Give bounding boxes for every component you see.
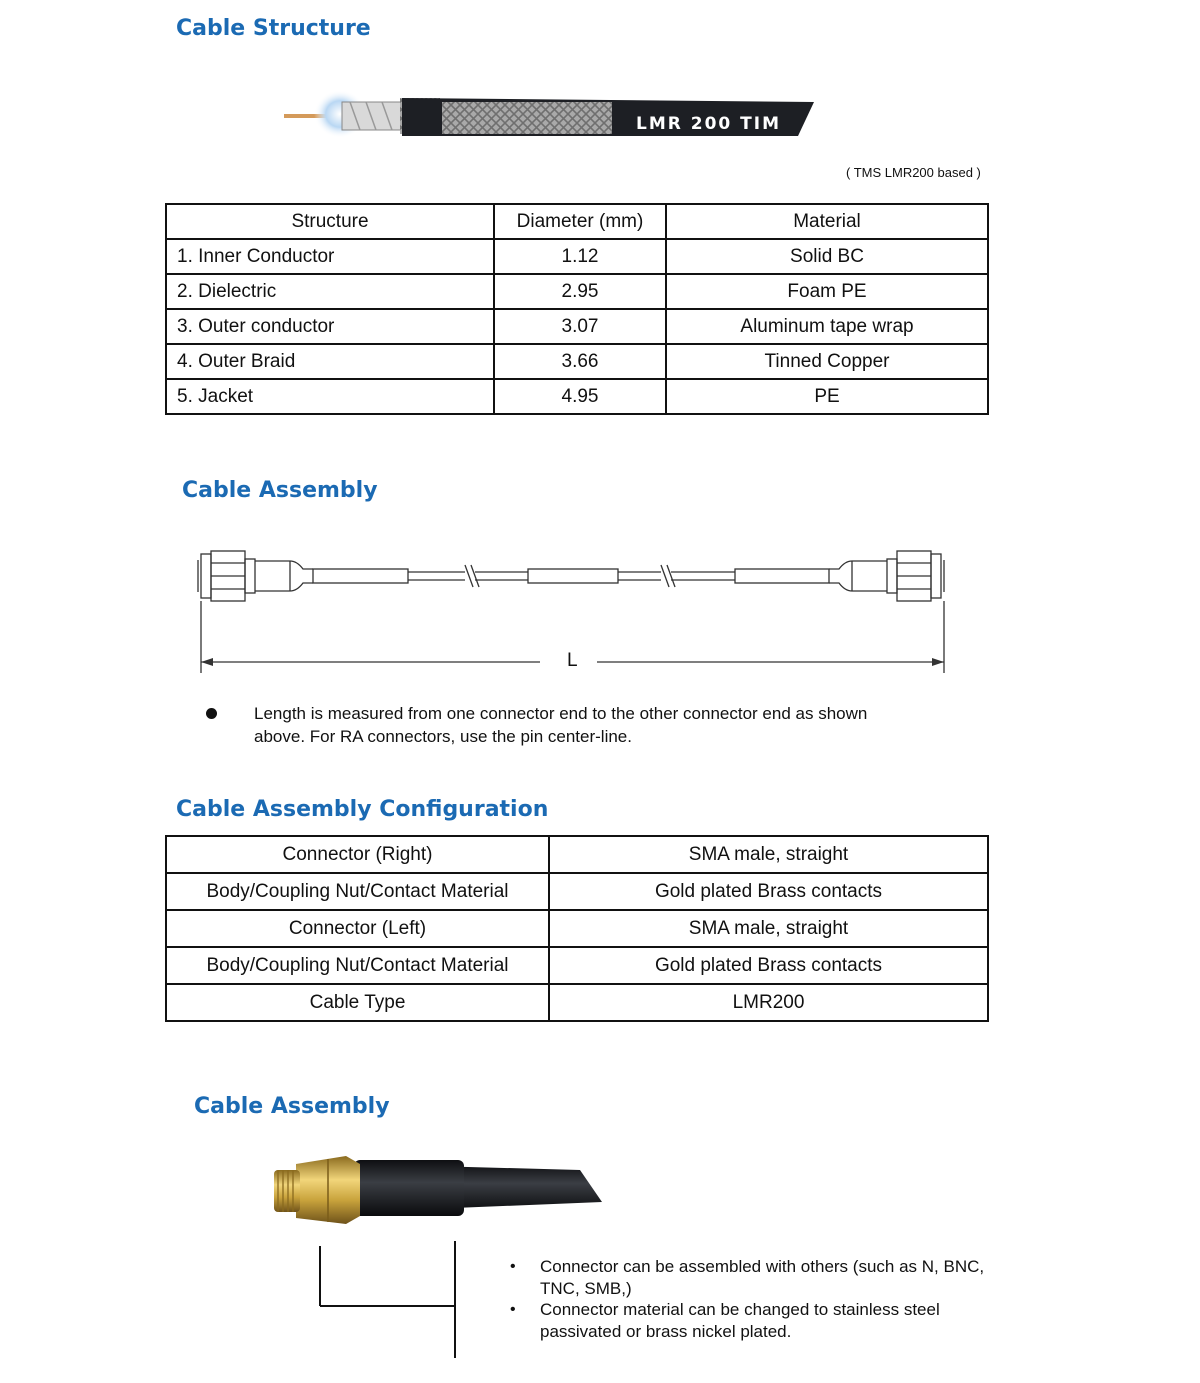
cell-material: Solid BC: [666, 239, 988, 274]
bullet-note-line2: passivated or brass nickel plated.: [540, 1322, 792, 1341]
table-row: [166, 836, 988, 873]
bullet-note-line1: Connector material can be changed to stainless steel: [540, 1300, 940, 1319]
bullet-marker: •: [510, 1258, 516, 1275]
cell-diameter: 3.07: [494, 309, 666, 344]
config-value: Gold plated Brass contacts: [549, 873, 988, 910]
length-note-line1: Length is measured from one connector end to the other connector end as shown: [254, 704, 868, 723]
configuration-table: [165, 835, 989, 1022]
cell-material: Aluminum tape wrap: [666, 309, 988, 344]
cell-diameter: 1.12: [494, 239, 666, 274]
config-value: Gold plated Brass contacts: [549, 947, 988, 984]
connector-photo: [268, 1150, 608, 1230]
heatshrink: [354, 1160, 464, 1216]
table-row: [166, 947, 988, 984]
header-material: Material: [666, 204, 988, 239]
bullet-dot: [206, 708, 217, 719]
config-key: Body/Coupling Nut/Contact Material: [166, 873, 549, 910]
bracket-lines: [310, 1238, 470, 1363]
table-row: [166, 379, 988, 414]
section-heading-configuration: Cable Assembly Configuration: [176, 797, 549, 822]
right-connector: [829, 551, 944, 601]
cell-material: PE: [666, 379, 988, 414]
table-row: [166, 274, 988, 309]
cell-structure: 3. Outer conductor: [166, 309, 494, 344]
structure-table: [165, 203, 989, 415]
table-row: [166, 910, 988, 947]
bullet-note: [540, 1299, 1040, 1343]
config-value: SMA male, straight: [549, 910, 988, 947]
section-heading-cable-assembly-photo: Cable Assembly: [194, 1094, 390, 1119]
cell-structure: 5. Jacket: [166, 379, 494, 414]
cell-material: Foam PE: [666, 274, 988, 309]
cable-structure-image: [280, 78, 820, 158]
config-key: Connector (Left): [166, 910, 549, 947]
cell-diameter: 2.95: [494, 274, 666, 309]
config-key: Cable Type: [166, 984, 549, 1021]
cell-diameter: 3.66: [494, 344, 666, 379]
header-structure: Structure: [166, 204, 494, 239]
config-value: SMA male, straight: [549, 836, 988, 873]
bullet-note-line1: Connector can be assembled with others (such as N, BNC,: [540, 1257, 985, 1276]
table-header-row: [166, 204, 988, 239]
config-value: LMR200: [549, 984, 988, 1021]
table-row: [166, 873, 988, 910]
braid-window: [442, 102, 612, 134]
length-label: L: [567, 650, 578, 671]
cable-image-caption: ( TMS LMR200 based ): [846, 165, 981, 180]
cell-structure: 2. Dielectric: [166, 274, 494, 309]
table-row: [166, 344, 988, 379]
jacket-print: LMR 200 TIM: [636, 114, 782, 134]
section-heading-cable-assembly: Cable Assembly: [182, 478, 378, 503]
length-note: [254, 702, 954, 748]
cell-structure: 1. Inner Conductor: [166, 239, 494, 274]
cell-material: Tinned Copper: [666, 344, 988, 379]
header-diameter: Diameter (mm): [494, 204, 666, 239]
cell-structure: 4. Outer Braid: [166, 344, 494, 379]
bullet-marker: •: [510, 1301, 516, 1318]
table-row: [166, 309, 988, 344]
table-row: [166, 984, 988, 1021]
left-connector: [198, 551, 313, 601]
bullet-note: [540, 1256, 1040, 1300]
bullet-note-line2: TNC, SMB,): [540, 1279, 632, 1298]
config-key: Connector (Right): [166, 836, 549, 873]
length-note-line2: above. For RA connectors, use the pin center-line.: [254, 727, 632, 746]
config-key: Body/Coupling Nut/Contact Material: [166, 947, 549, 984]
cell-diameter: 4.95: [494, 379, 666, 414]
table-row: [166, 239, 988, 274]
section-heading-cable-structure: Cable Structure: [176, 16, 371, 41]
